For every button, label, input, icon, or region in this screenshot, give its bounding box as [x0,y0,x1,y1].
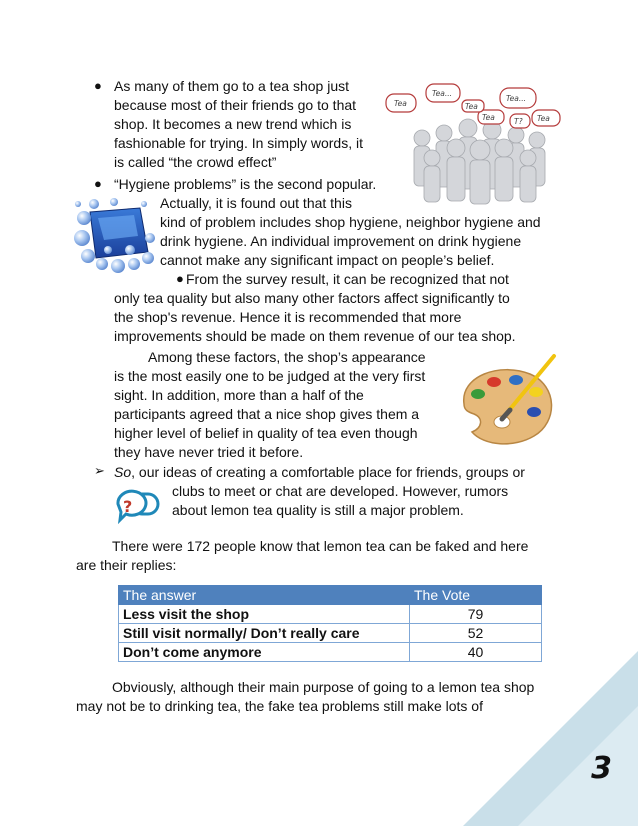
text-line: Among these factors, the shop’s appearance [148,349,426,365]
text-line: sight. In addition, more than a half of the [114,387,364,403]
text-line: There were 172 people know that lemon tea can be faked and here [112,538,529,554]
text-line: Obviously, although their main purpose of going to a lemon tea shop [112,679,535,695]
bubble-text: T? [514,117,523,126]
bullet-icon: ● [176,271,184,286]
italic-lead: So [114,464,132,480]
vote-cell: 52 [410,624,542,643]
text-line: drink hygiene. An individual improvement on drink hygiene [160,233,522,249]
text-span: , our ideas of creating a comfortable place for friends, groups or [131,464,525,480]
table-row [119,643,542,662]
text-line [114,463,525,482]
vote-cell: 40 [410,643,542,662]
text-line: Actually, it is found out that this [160,195,352,211]
bubble-text: Tea [482,113,495,122]
hygiene-bubbles-image [74,198,156,274]
text-line: are their replies: [76,557,177,573]
text-line: they have never tried it before. [114,444,304,460]
table-row [119,624,542,643]
bubble-text: Tea... [432,89,453,98]
text-line: is the most easily one to be judged at the very first [114,368,426,384]
corner-decoration-inner [518,706,638,826]
header-vote: The Vote [410,586,542,605]
text-line: only tea quality but also many other factors affect significantly to [114,290,510,306]
table-header-row [119,586,542,605]
text-line: From the survey result, it can be recognized that not [186,271,509,287]
page-number: 3 [591,751,612,786]
question-chat-icon [114,488,160,524]
bubble-text: Tea [537,114,550,123]
paint-palette-image [454,352,564,452]
text-line: about lemon tea quality is still a major problem. [172,502,464,518]
text-line: the shop's revenue. Hence it is recommended that more [114,309,462,325]
crowd-people-image [382,78,564,206]
text-line: improvements should be made on them revenue of our tea shop. [114,328,516,344]
bubble-text: Tea... [506,94,527,103]
text-line: higher level of belief in quality of tea even though [114,425,418,441]
text-line: As many of them go to a tea shop just [114,78,350,94]
bullet-icon: ● [94,78,102,93]
text-line: may not be to drinking tea, the fake tea problems still make lots of [76,698,483,714]
text-line: fashionable for trying. In simply words, it [114,135,363,151]
text-line: clubs to meet or chat are developed. However, rumors [172,483,509,499]
bubble-text: Tea [465,102,478,111]
svg-text:?: ? [123,497,133,516]
answer-cell: Don’t come anymore [119,643,410,662]
text-line: because most of their friends go to that [114,97,357,113]
text-line: participants agreed that a nice shop gives them a [114,406,420,422]
bubble-text: Tea [394,99,407,108]
vote-table [118,585,542,662]
header-answer: The answer [119,586,410,605]
vote-cell: 79 [410,605,542,624]
text-line: is called “the crowd effect” [114,154,277,170]
table-row [119,605,542,624]
text-line: cannot make any significant impact on people’s belief. [160,252,495,268]
answer-cell: Less visit the shop [119,605,410,624]
bullet-icon: ● [94,176,102,191]
text-line: kind of problem includes shop hygiene, neighbor hygiene and [160,214,541,230]
text-line: shop. It becomes a new trend which is [114,116,352,132]
arrow-bullet-icon: ➢ [94,463,105,478]
answer-cell: Still visit normally/ Don’t really care [119,624,410,643]
text-line: “Hygiene problems” is the second popular. [114,176,377,192]
